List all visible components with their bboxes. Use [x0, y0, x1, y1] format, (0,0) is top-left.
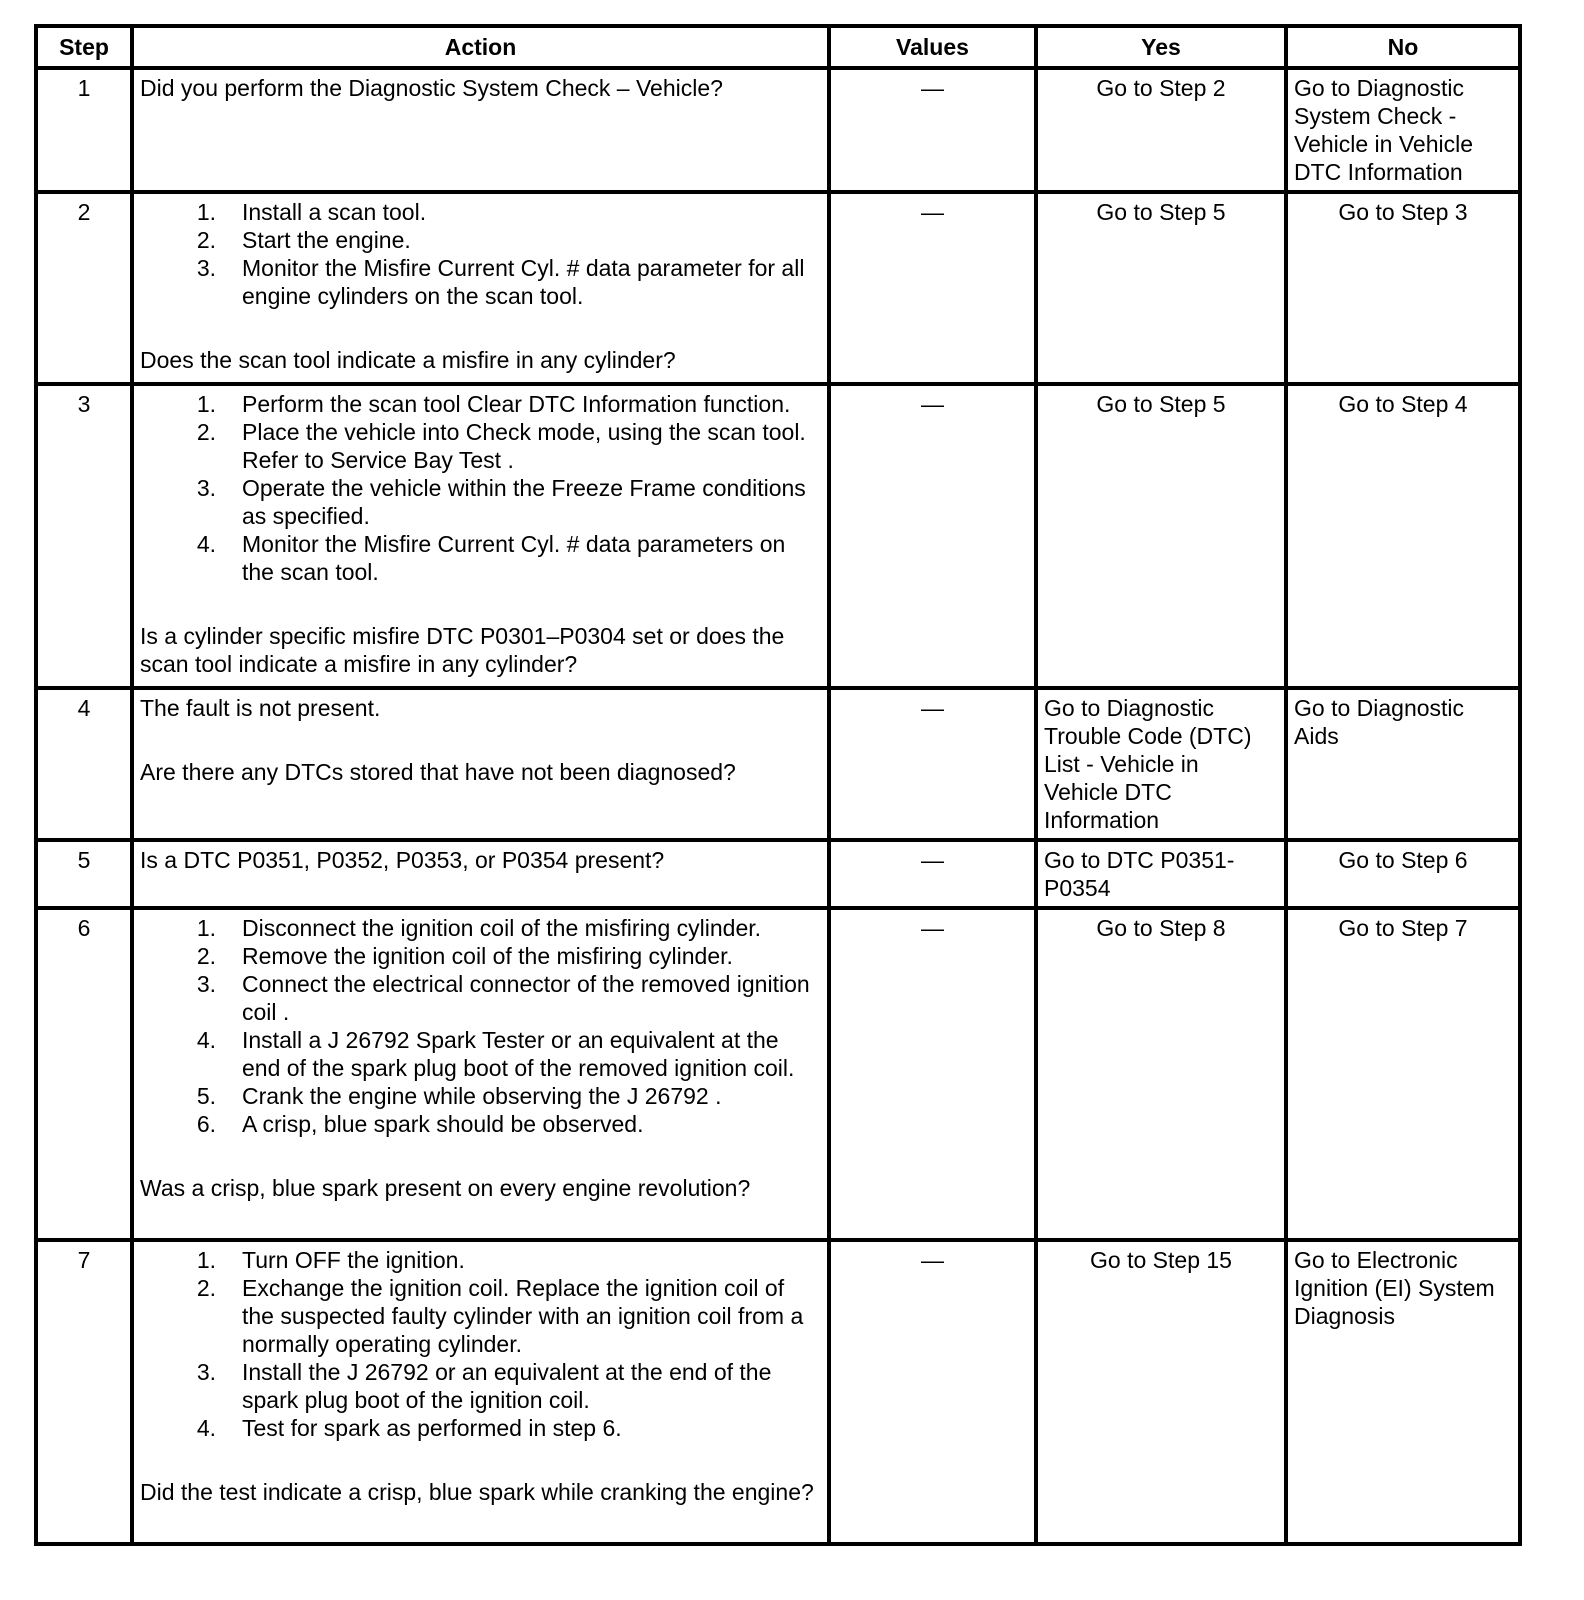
action-step: 3. Connect the electrical connector of the removed ignition coil .	[196, 971, 810, 1025]
action-intro: Did you perform the Diagnostic System Check – Vehicle?	[140, 75, 723, 101]
action-cell	[132, 384, 829, 688]
yes-cell: Go to Diagnostic Trouble Code (DTC) List - Vehicle in Vehicle DTC Information	[1036, 688, 1286, 840]
action-intro: Is a DTC P0351, P0352, P0353, or P0354 present?	[140, 847, 665, 873]
action-question: Did the test indicate a crisp, blue spark while cranking the engine?	[140, 1479, 814, 1505]
action-cell	[132, 688, 829, 840]
yes-cell: Go to Step 2	[1036, 68, 1286, 192]
action-cell	[132, 908, 829, 1240]
diagnostic-table	[34, 24, 1522, 1546]
action-cell	[132, 192, 829, 384]
header-step: Step	[36, 26, 132, 68]
step-number: 6	[36, 908, 132, 1240]
action-step: 1. Perform the scan tool Clear DTC Information function.	[196, 391, 791, 417]
value-cell: —	[829, 1240, 1036, 1544]
action-step: 3. Operate the vehicle within the Freeze Frame conditions as specified.	[196, 475, 806, 529]
table-row	[36, 908, 1520, 1240]
action-steps	[140, 198, 821, 310]
action-step: 2. Remove the ignition coil of the misfiring cylinder.	[196, 943, 733, 969]
action-step: 5. Crank the engine while observing the J 26792 .	[196, 1083, 722, 1109]
action-step: 4. Install a J 26792 Spark Tester or an equivalent at the end of the spark plug boot of the removed ignition coil.	[196, 1027, 795, 1081]
action-step: 1. Disconnect the ignition coil of the misfiring cylinder.	[196, 915, 762, 941]
step-number: 7	[36, 1240, 132, 1544]
table-row	[36, 192, 1520, 384]
action-step: 3. Monitor the Misfire Current Cyl. # data parameter for all engine cylinders on the scan tool.	[196, 255, 805, 309]
table-row	[36, 68, 1520, 192]
action-question: Does the scan tool indicate a misfire in any cylinder?	[140, 347, 676, 373]
yes-cell: Go to Step 15	[1036, 1240, 1286, 1544]
value-cell: —	[829, 908, 1036, 1240]
value-cell: —	[829, 840, 1036, 908]
step-number: 3	[36, 384, 132, 688]
step-number: 1	[36, 68, 132, 192]
step-number: 4	[36, 688, 132, 840]
action-cell	[132, 840, 829, 908]
value-cell: —	[829, 688, 1036, 840]
action-step: 2. Place the vehicle into Check mode, using the scan tool. Refer to Service Bay Test .	[196, 419, 806, 473]
action-steps	[140, 390, 821, 586]
no-cell: Go to Diagnostic Aids	[1286, 688, 1520, 840]
table-row	[36, 688, 1520, 840]
table-row	[36, 1240, 1520, 1544]
action-step: 1. Turn OFF the ignition.	[196, 1247, 465, 1273]
value-cell: —	[829, 192, 1036, 384]
action-steps	[140, 914, 821, 1138]
step-number: 5	[36, 840, 132, 908]
header-row	[36, 26, 1520, 68]
action-steps	[140, 1246, 821, 1442]
header-action: Action	[132, 26, 829, 68]
yes-cell: Go to Step 5	[1036, 384, 1286, 688]
action-step: 6. A crisp, blue spark should be observed.	[196, 1111, 644, 1137]
action-intro: The fault is not present.	[140, 695, 381, 721]
action-step: 2. Start the engine.	[196, 227, 411, 253]
no-cell: Go to Electronic Ignition (EI) System Diagnosis	[1286, 1240, 1520, 1544]
action-step: 2. Exchange the ignition coil. Replace the ignition coil of the suspected faulty cylinder with an ignition coil from a normally operating cylinder.	[196, 1275, 804, 1357]
action-cell	[132, 1240, 829, 1544]
no-cell: Go to Step 6	[1286, 840, 1520, 908]
header-yes: Yes	[1036, 26, 1286, 68]
yes-cell: Go to DTC P0351-P0354	[1036, 840, 1286, 908]
action-step: 3. Install the J 26792 or an equivalent at the end of the spark plug boot of the ignition coil.	[196, 1359, 772, 1413]
action-step: 4. Monitor the Misfire Current Cyl. # data parameters on the scan tool.	[196, 531, 786, 585]
action-step: 4. Test for spark as performed in step 6.	[196, 1415, 622, 1441]
no-cell: Go to Step 4	[1286, 384, 1520, 688]
value-cell: —	[829, 68, 1036, 192]
action-question: Is a cylinder specific misfire DTC P0301–P0304 set or does the scan tool indicate a misfire in any cylinder?	[140, 623, 785, 677]
header-no: No	[1286, 26, 1520, 68]
no-cell: Go to Step 7	[1286, 908, 1520, 1240]
action-question: Are there any DTCs stored that have not been diagnosed?	[140, 759, 736, 785]
table-row	[36, 840, 1520, 908]
yes-cell: Go to Step 5	[1036, 192, 1286, 384]
no-cell: Go to Step 3	[1286, 192, 1520, 384]
yes-cell: Go to Step 8	[1036, 908, 1286, 1240]
value-cell: —	[829, 384, 1036, 688]
no-cell: Go to Diagnostic System Check - Vehicle in Vehicle DTC Information	[1286, 68, 1520, 192]
step-number: 2	[36, 192, 132, 384]
action-question: Was a crisp, blue spark present on every engine revolution?	[140, 1175, 751, 1201]
table-row	[36, 384, 1520, 688]
header-values: Values	[829, 26, 1036, 68]
action-cell	[132, 68, 829, 192]
action-step: 1. Install a scan tool.	[196, 199, 427, 225]
